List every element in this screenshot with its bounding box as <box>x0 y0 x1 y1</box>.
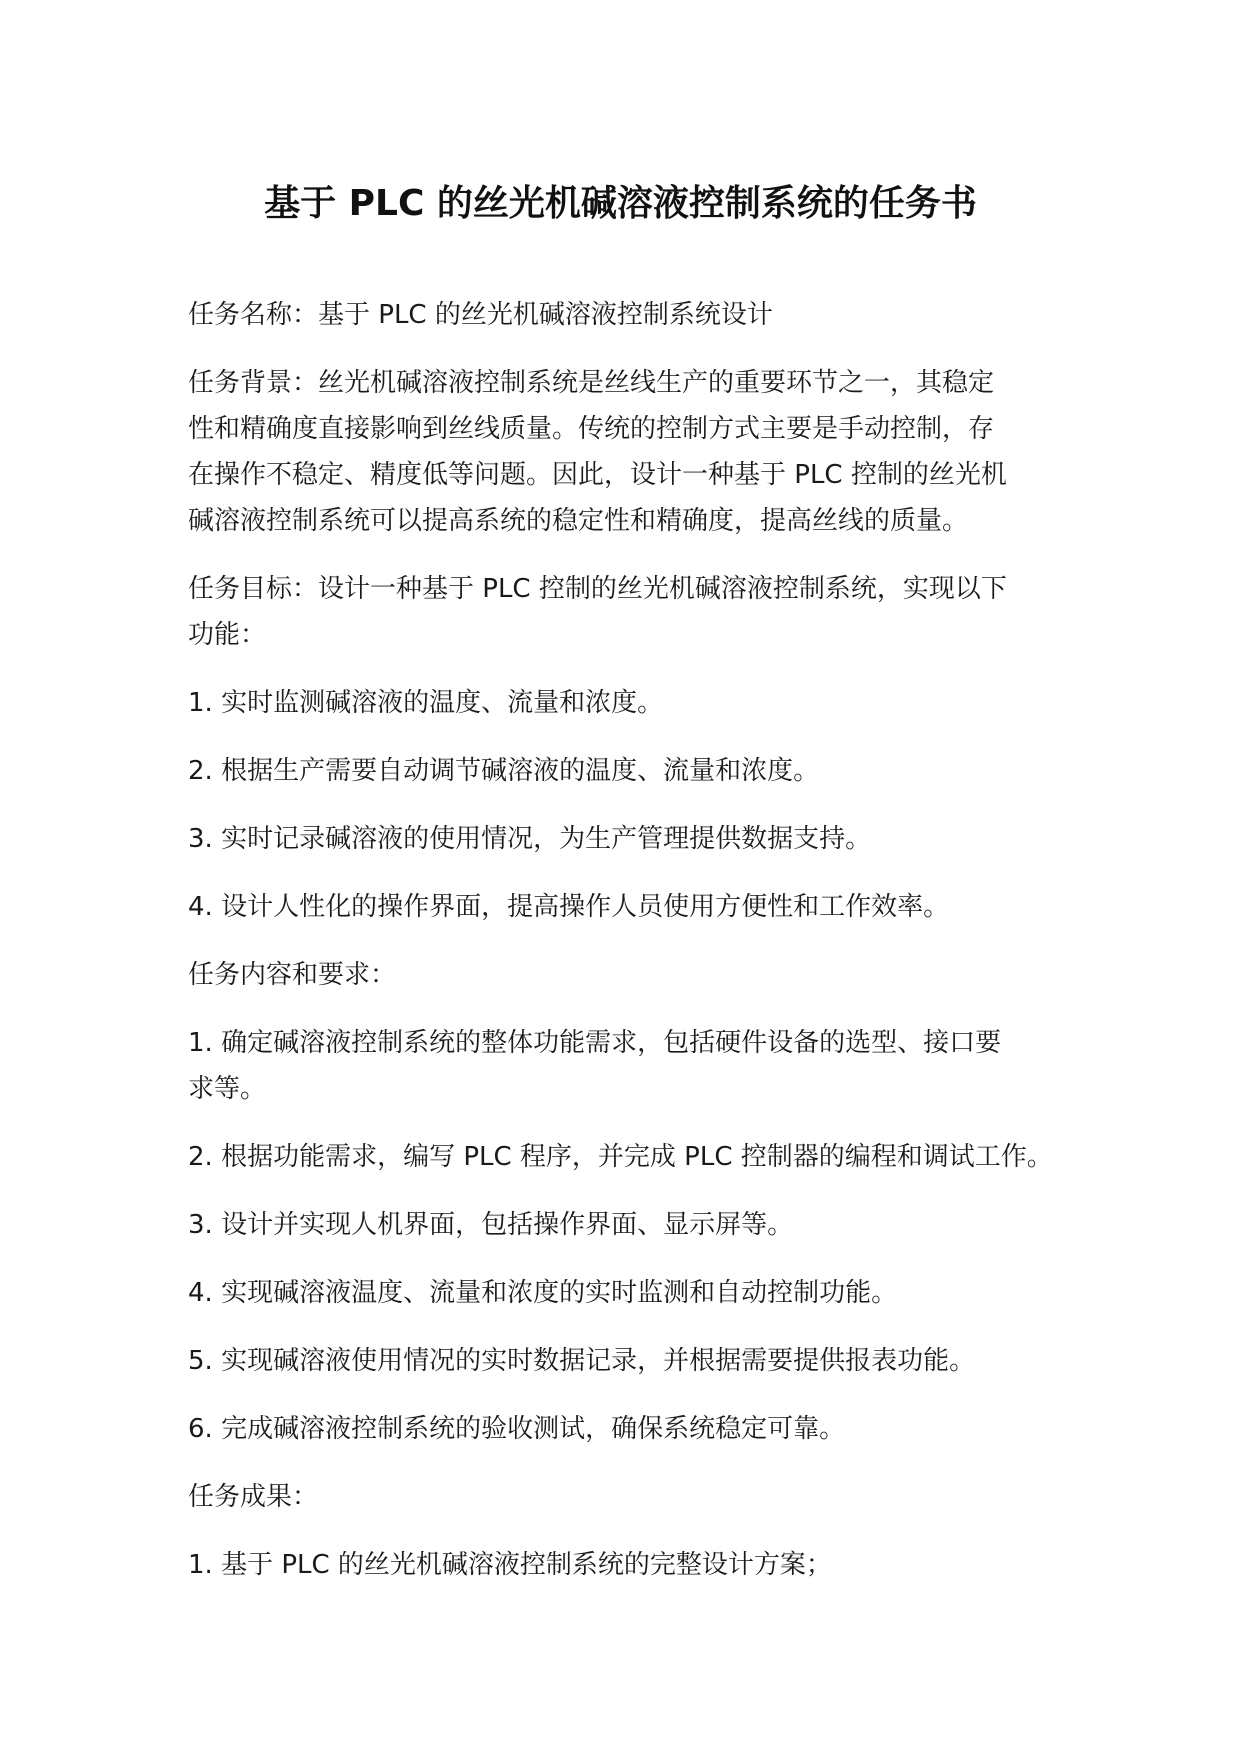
paragraph <box>188 1542 1068 1588</box>
document-title: 基于 PLC 的丝光机碱溶液控制系统的任务书 <box>264 183 977 224</box>
text-line: 任务内容和要求： <box>188 960 397 990</box>
paragraph <box>188 292 1068 338</box>
text-line: 2. 根据生产需要自动调节碱溶液的温度、流量和浓度。 <box>188 756 820 786</box>
paragraph <box>188 1020 1068 1112</box>
document-body <box>188 292 1068 1610</box>
text-line: 1. 确定碱溶液控制系统的整体功能需求，包括硬件设备的选型、接口要 <box>188 1028 1002 1058</box>
text-line: 任务背景：丝光机碱溶液控制系统是丝线生产的重要环节之一，其稳定 <box>188 368 995 398</box>
text-line: 性和精确度直接影响到丝线质量。传统的控制方式主要是手动控制，存 <box>188 414 995 444</box>
text-line: 5. 实现碱溶液使用情况的实时数据记录，并根据需要提供报表功能。 <box>188 1346 976 1376</box>
paragraph <box>188 566 1068 658</box>
text-line: 求等。 <box>188 1074 267 1104</box>
text-line: 任务目标：设计一种基于 PLC 控制的丝光机碱溶液控制系统，实现以下 <box>188 574 1007 604</box>
paragraph <box>188 1270 1068 1316</box>
text-line: 任务成果： <box>188 1482 319 1512</box>
paragraph <box>188 952 1068 998</box>
paragraph <box>188 360 1068 544</box>
text-line: 2. 根据功能需求，编写 PLC 程序，并完成 PLC 控制器的编程和调试工作。 <box>188 1142 1053 1172</box>
paragraph <box>188 1406 1068 1452</box>
paragraph <box>188 748 1068 794</box>
paragraph <box>188 816 1068 862</box>
text-line: 6. 完成碱溶液控制系统的验收测试，确保系统稳定可靠。 <box>188 1414 846 1444</box>
text-line: 3. 实时记录碱溶液的使用情况，为生产管理提供数据支持。 <box>188 824 872 854</box>
text-line: 3. 设计并实现人机界面，包括操作界面、显示屏等。 <box>188 1210 794 1240</box>
text-line: 4. 实现碱溶液温度、流量和浓度的实时监测和自动控制功能。 <box>188 1278 898 1308</box>
text-line: 碱溶液控制系统可以提高系统的稳定性和精确度，提高丝线的质量。 <box>188 506 969 536</box>
text-line: 功能： <box>188 620 267 650</box>
text-line: 在操作不稳定、精度低等问题。因此，设计一种基于 PLC 控制的丝光机 <box>188 460 1007 490</box>
paragraph <box>188 1202 1068 1248</box>
paragraph <box>188 1338 1068 1384</box>
text-line: 1. 基于 PLC 的丝光机碱溶液控制系统的完整设计方案； <box>188 1550 832 1580</box>
text-line: 1. 实时监测碱溶液的温度、流量和浓度。 <box>188 688 664 718</box>
paragraph <box>188 1474 1068 1520</box>
paragraph <box>188 1134 1068 1180</box>
text-line: 4. 设计人性化的操作界面，提高操作人员使用方便性和工作效率。 <box>188 892 950 922</box>
paragraph <box>188 680 1068 726</box>
text-line: 任务名称：基于 PLC 的丝光机碱溶液控制系统设计 <box>188 300 773 330</box>
paragraph <box>188 884 1068 930</box>
